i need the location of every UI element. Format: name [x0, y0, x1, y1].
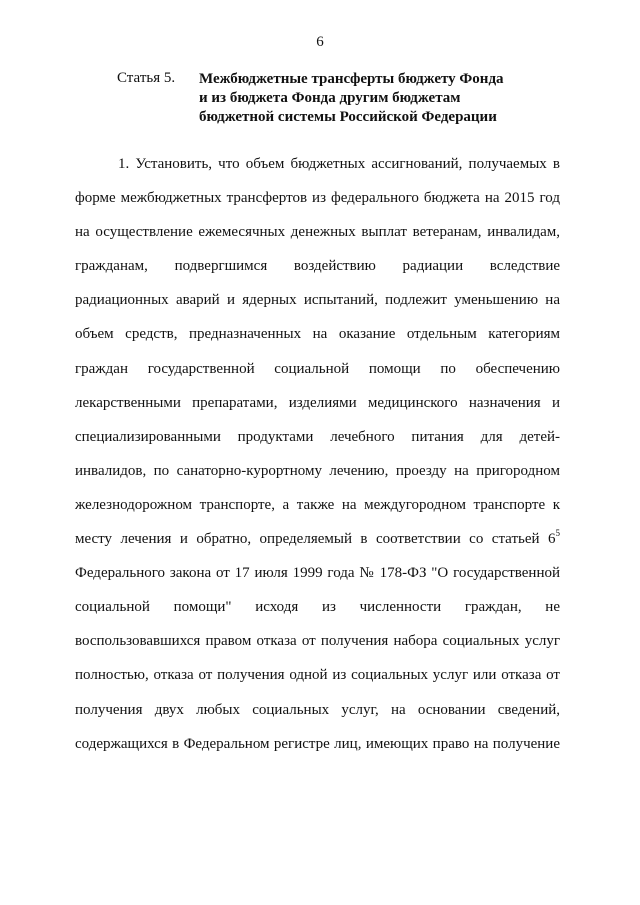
- body-line-text: месту лечения и обратно, определяемый в соответствии со статьей 6: [75, 531, 556, 548]
- article-title-line-3: бюджетной системы Российской Федерации: [199, 109, 497, 125]
- body-line: полностью, отказа от получения одной из социальных услуг или отказа от: [75, 667, 560, 684]
- article-title-line-1: Межбюджетные трансферты бюджету Фонда: [199, 71, 504, 87]
- body-line: лекарственными препаратами, изделиями медицинского назначения и: [75, 394, 560, 411]
- body-line: содержащихся в Федеральном регистре лиц, имеющих право на получение: [75, 735, 560, 752]
- body-line: на осуществление ежемесячных денежных выплат ветеранам, инвалидам,: [75, 224, 560, 241]
- body-line: воспользовавшихся правом отказа от получения набора социальных услуг: [75, 633, 560, 650]
- body-line: радиационных аварий и ядерных испытаний, подлежит уменьшению на: [75, 292, 560, 309]
- body-line: объем средств, предназначенных на оказание отдельным категориям: [75, 326, 560, 343]
- body-line: получения двух любых социальных услуг, на основании сведений,: [75, 701, 560, 718]
- page-number: 6: [316, 34, 324, 50]
- article-label: Статья 5.: [117, 70, 176, 86]
- footnote-superscript: 5: [555, 528, 560, 539]
- body-line: Федерального закона от 17 июля 1999 года № 178-ФЗ "О государственной: [75, 565, 560, 582]
- body-line-with-superscript: [75, 522, 560, 556]
- body-line: форме межбюджетных трансфертов из федерального бюджета на 2015 год: [75, 190, 560, 207]
- body-line: специализированными продуктами лечебного питания для детей-: [75, 428, 560, 445]
- body-line: граждан государственной социальной помощи по обеспечению: [75, 360, 560, 377]
- article-title-line-2: и из бюджета Фонда другим бюджетам: [199, 90, 461, 106]
- body-line: железнодорожном транспорте, а также на междугородном транспорте к: [75, 496, 560, 513]
- body-line: 1. Установить, что объем бюджетных ассигнований, получаемых в: [118, 156, 560, 172]
- body-line: инвалидов, по санаторно-курортному лечению, проезду на пригородном: [75, 462, 560, 479]
- article-title: [199, 70, 504, 127]
- body-line: социальной помощи" исходя из численности граждан, не: [75, 599, 560, 616]
- body-line: гражданам, подвергшимся воздействию радиации вследствие: [75, 258, 560, 275]
- body-text: [75, 147, 560, 761]
